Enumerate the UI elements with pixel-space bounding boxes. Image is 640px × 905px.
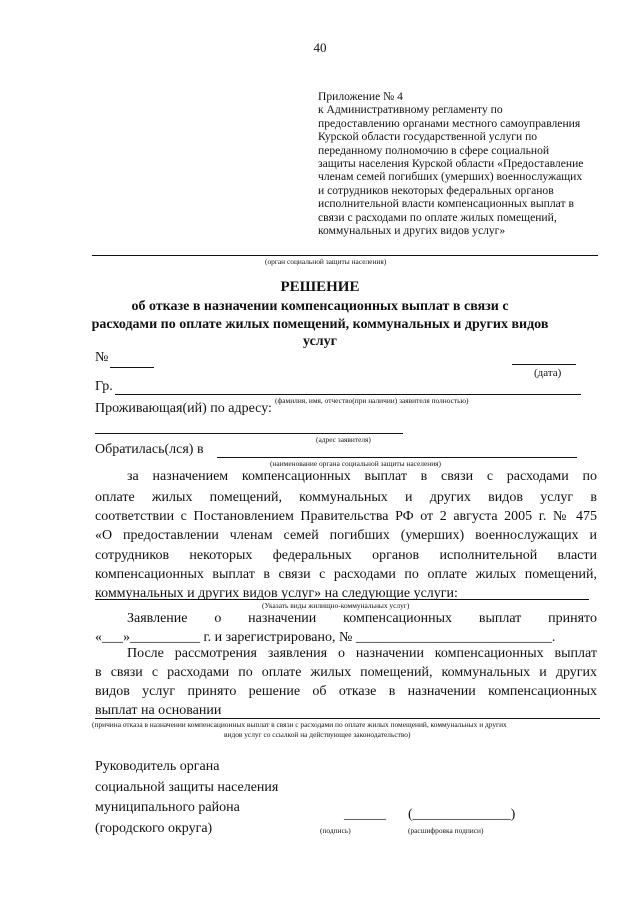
- appendix-line: защиты населения Курской области «Предоставление: [318, 157, 584, 171]
- subtitle-line-2: расходами по оплате жилых помещений, коммунальных и других видов: [91, 317, 549, 332]
- appendix-line: переданному полномочию в сфере социальной: [318, 143, 550, 157]
- signature-caption: (подпись): [320, 826, 351, 835]
- para1-line: соответствии с Постановлением Правительства РФ от 2 августа 2005 г. № 475: [95, 509, 597, 524]
- document-title: РЕШЕНИЕ: [280, 279, 360, 295]
- org-caption: (орган социальной защиты населения): [265, 257, 387, 266]
- subtitle-line-3: услуг: [303, 334, 337, 349]
- org-line: [92, 255, 598, 256]
- date-caption: (дата): [534, 367, 562, 379]
- gr-label: Гр.: [95, 379, 113, 394]
- applied-line: [217, 457, 577, 458]
- appendix-block: [318, 90, 608, 237]
- appendix-line: Курской области государственной услуги по: [318, 130, 538, 144]
- subtitle-line-1: об отказе в назначении компенсационных выплат в связи с: [131, 299, 509, 314]
- appendix-line: коммунальных и других видов услуг»: [318, 224, 506, 238]
- page-number: 40: [313, 40, 327, 55]
- signature-line: социальной защиты населения: [95, 779, 279, 795]
- signature-line: муниципального района: [95, 800, 240, 815]
- para1-line: компенсационных выплат в связи с расходами по оплате жилых помещений,: [95, 567, 597, 582]
- services-line: [95, 599, 589, 600]
- para1-line: за назначением компенсационных выплат в связи с расходами по: [127, 469, 597, 484]
- address-label: Проживающая(ий) по адресу:: [95, 401, 272, 416]
- para1-line: оплате жилых помещений, коммунальных и других видов услуг в: [95, 490, 597, 505]
- signature-block: [95, 757, 278, 839]
- para2-line: После рассмотрения заявления о назначении компенсационных выплат: [127, 646, 597, 661]
- applied-caption: (наименование органа социальной защиты населения): [270, 459, 442, 468]
- decode-caption: (расшифровка подписи): [408, 826, 484, 835]
- para1-last-line: коммунальных и других видов услуг» на следующие услуги:: [95, 586, 458, 601]
- address-caption: (адрес заявителя): [316, 435, 371, 444]
- reason-line: [95, 718, 600, 719]
- appendix-line: исполнительной власти компенсационных выплат в: [318, 197, 574, 211]
- address-line: [95, 433, 403, 434]
- signature-line: (городского округа): [95, 820, 213, 836]
- number-line: [110, 367, 154, 368]
- services-caption: (Указать виды жилищно-коммунальных услуг): [262, 601, 410, 610]
- para1-line: сотрудников некоторых федеральных органов исполнительной власти: [95, 548, 597, 563]
- date-line: [512, 364, 576, 365]
- statement-line-1: Заявление о назначении компенсационных выплат принято: [127, 611, 597, 626]
- para2-line: в связи с расходами по оплате жилых помещений, коммунальных и других: [95, 665, 597, 680]
- applied-label: Обратилась(лся) в: [95, 442, 204, 457]
- para2-last-line: выплат на основании: [95, 703, 222, 718]
- appendix-line: членам семей погибших (умерших) военнослужащих: [318, 170, 583, 184]
- fio-caption: (фамилия, имя, отчество(при наличии) заявителя полностью): [275, 396, 469, 405]
- fio-line: [115, 394, 581, 395]
- para2-line: видов услуг принято решение об отказе в назначении компенсационных: [95, 684, 597, 699]
- reason-caption-1: (причина отказа в назначении компенсационных выплат в связи с расходами по оплате жилых помещений, коммунальных и других: [92, 720, 507, 729]
- reason-caption-2: видов услуг со ссылкой на действующее законодательство): [224, 730, 411, 739]
- para1-line: «О предоставлении членам семей погибших (умерших) военнослужащих и: [95, 528, 597, 543]
- signature-line: Руководитель органа: [95, 759, 220, 774]
- statement-line-2: «___»__________ г. и зарегистрировано, № ____________________________.: [95, 630, 556, 645]
- appendix-line: Приложение № 4: [318, 90, 403, 103]
- appendix-line: к Административному регламенту по: [318, 103, 503, 117]
- number-label: №: [95, 350, 109, 365]
- signature-blank: ______: [344, 807, 386, 822]
- decode-blank: (______________): [408, 807, 516, 822]
- appendix-line: связи с расходами по оплате жилых помещений,: [318, 210, 557, 224]
- appendix-line: и сотрудников некоторых федеральных органов: [318, 183, 554, 197]
- appendix-line: предоставлению органами местного самоуправления: [318, 116, 581, 130]
